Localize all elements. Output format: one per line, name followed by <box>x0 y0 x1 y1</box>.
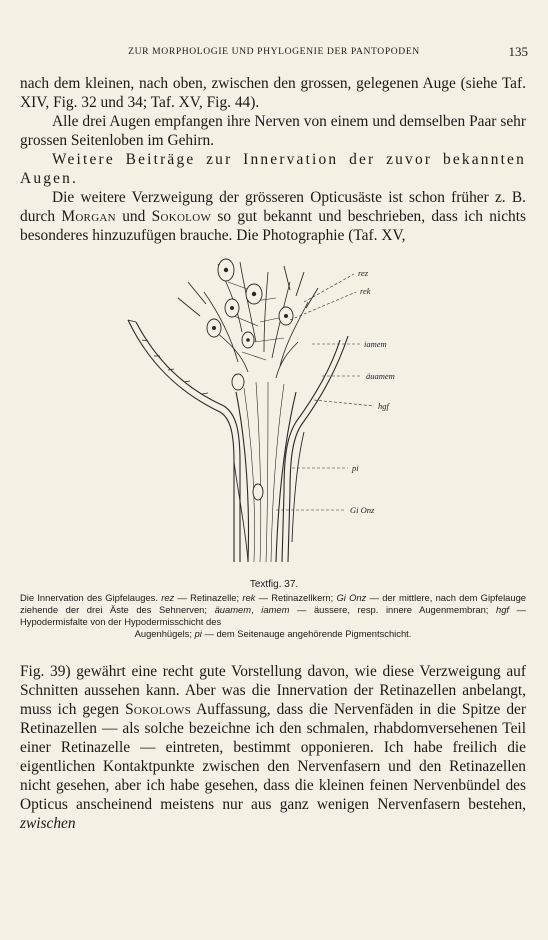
text-run: — dem Seitenauge angehörende Pigmentschicht. <box>201 628 412 639</box>
leader-hgf <box>314 400 374 406</box>
label-hgf: hgf <box>378 401 389 411</box>
retina-cell-8 <box>253 484 263 500</box>
text-run: — der mittlere, nach dem Gipfelauge ziehende der drei Äste des Sehnerven; <box>20 592 527 615</box>
abbr-auamem: äuamem <box>214 604 252 615</box>
text-run: Die weitere Verzweigung der grösseren Opticusäste ist schon früher z. B. durch <box>20 189 526 225</box>
abbr-gionz: Gi Onz <box>336 592 367 603</box>
paragraph-1d <box>20 188 526 245</box>
cell-nucleus-5 <box>212 326 216 330</box>
text-run: , <box>251 604 262 615</box>
text-run: Auffassung, dass die Nervenfäden in die Spitze der Retinazellen — als solche bezeichne ich den schmalen, rhabdomversehenen Teil einer Retinazelle — eintreten, bestimmt opponieren. Ich habe freilich die eigentlichen Kontaktpunkte zwischen den Nervenfasern und den Retinazellen nicht gesehen, aber ich habe gesehen, dass die kleinen feinen Nervenbündel des Opticus anscheinend meistens nur aus ganz wenigen Nervenfasern bestehen, <box>20 701 526 813</box>
figure-37 <box>108 242 408 572</box>
text-run: Fig. 39) gewährt eine recht gute Vorstellung davon, wie diese Verzweigung auf Schnitten aussehen kann. Aber was die Innervation der Retinazellen anbelangt, muss ich gegen <box>20 663 526 718</box>
label-rez: rez <box>358 268 369 278</box>
paragraph-1b: Alle drei Augen empfangen ihre Nerven von einem und demselben Paar sehr grossen Seitenloben im Gehirn. <box>20 113 526 149</box>
abbr-rez: rez <box>161 592 175 603</box>
abbr-rek: rek <box>242 592 256 603</box>
section-heading: Weitere Beiträge zur Innervation der zuvor bekannten Augen. <box>20 151 526 187</box>
running-title: ZUR MORPHOLOGIE UND PHYLOGENIE DER PANTOPODEN <box>128 46 420 57</box>
leader-rez <box>304 274 354 302</box>
cell-nucleus-2 <box>252 292 256 296</box>
cell-nucleus-4 <box>284 314 288 318</box>
cuticle-left-hatch <box>128 320 208 394</box>
label-iamem: iamem <box>364 339 387 349</box>
cuticle-right-inner <box>282 340 340 562</box>
author-morgan: Morgan <box>61 208 116 225</box>
author-sokolow: Sokolow <box>151 208 212 225</box>
text-run: so gut bekannt und beschrieben, dass ich nichts besonderes hinzuzufügen brauche. Die Photographie (Taf. XV, <box>20 208 526 244</box>
cell-nucleus-1 <box>224 268 228 272</box>
paragraph-1a: nach dem kleinen, nach oben, zwischen den grossen, gelegenen Auge (siehe Taf. XIV, Fig. 32 und 34; Taf. XV, Fig. 44). <box>20 75 526 111</box>
retina-cell-7 <box>232 374 244 390</box>
text-run: — Retinazelle; <box>174 592 243 603</box>
text-run: Augenhügels; <box>134 628 195 639</box>
figure-title: Textfig. 37. <box>249 579 299 590</box>
author-sokolows: Sokolows <box>125 701 192 718</box>
leader-rek <box>290 292 356 320</box>
hypodermis-fold-right <box>292 432 304 542</box>
text-run: — äussere, resp. innere Augenmembran; <box>289 604 496 615</box>
text-run: — Retinazellkern; <box>255 592 337 603</box>
nerve-bundle-left <box>236 392 249 562</box>
abbr-iamem: iamem <box>261 604 290 615</box>
label-pi: pi <box>352 463 359 473</box>
nerve-fibres <box>244 382 284 562</box>
paragraph-1 <box>20 74 526 245</box>
figure-caption <box>20 592 526 640</box>
label-gionz: Gi Onz <box>350 505 375 515</box>
abbr-hgf: hgf <box>495 604 510 615</box>
label-auamem: äuamem <box>366 371 395 381</box>
paragraph-2 <box>20 662 526 833</box>
italic-word: zwischen <box>20 815 76 832</box>
text-run: Die Innervation des Gipfelauges. <box>20 592 162 603</box>
cuticle-right-outer <box>288 336 348 562</box>
cuticle-left-outer <box>128 320 234 562</box>
hypodermis-fold-left <box>234 462 248 562</box>
running-head <box>20 44 528 60</box>
cell-nucleus-6 <box>246 338 250 342</box>
page-number: 135 <box>508 44 528 59</box>
nerve-bundle-right <box>276 392 296 562</box>
text-run: — Hypodermisfalte von der Hypodermisschicht des <box>20 604 526 627</box>
eye-innervation-drawing <box>108 242 408 572</box>
cell-nucleus-3 <box>230 306 234 310</box>
abbr-pi: pi <box>194 628 202 639</box>
text-run: und <box>115 208 152 225</box>
label-rek: rek <box>360 286 371 296</box>
caption-last-line <box>20 628 526 640</box>
